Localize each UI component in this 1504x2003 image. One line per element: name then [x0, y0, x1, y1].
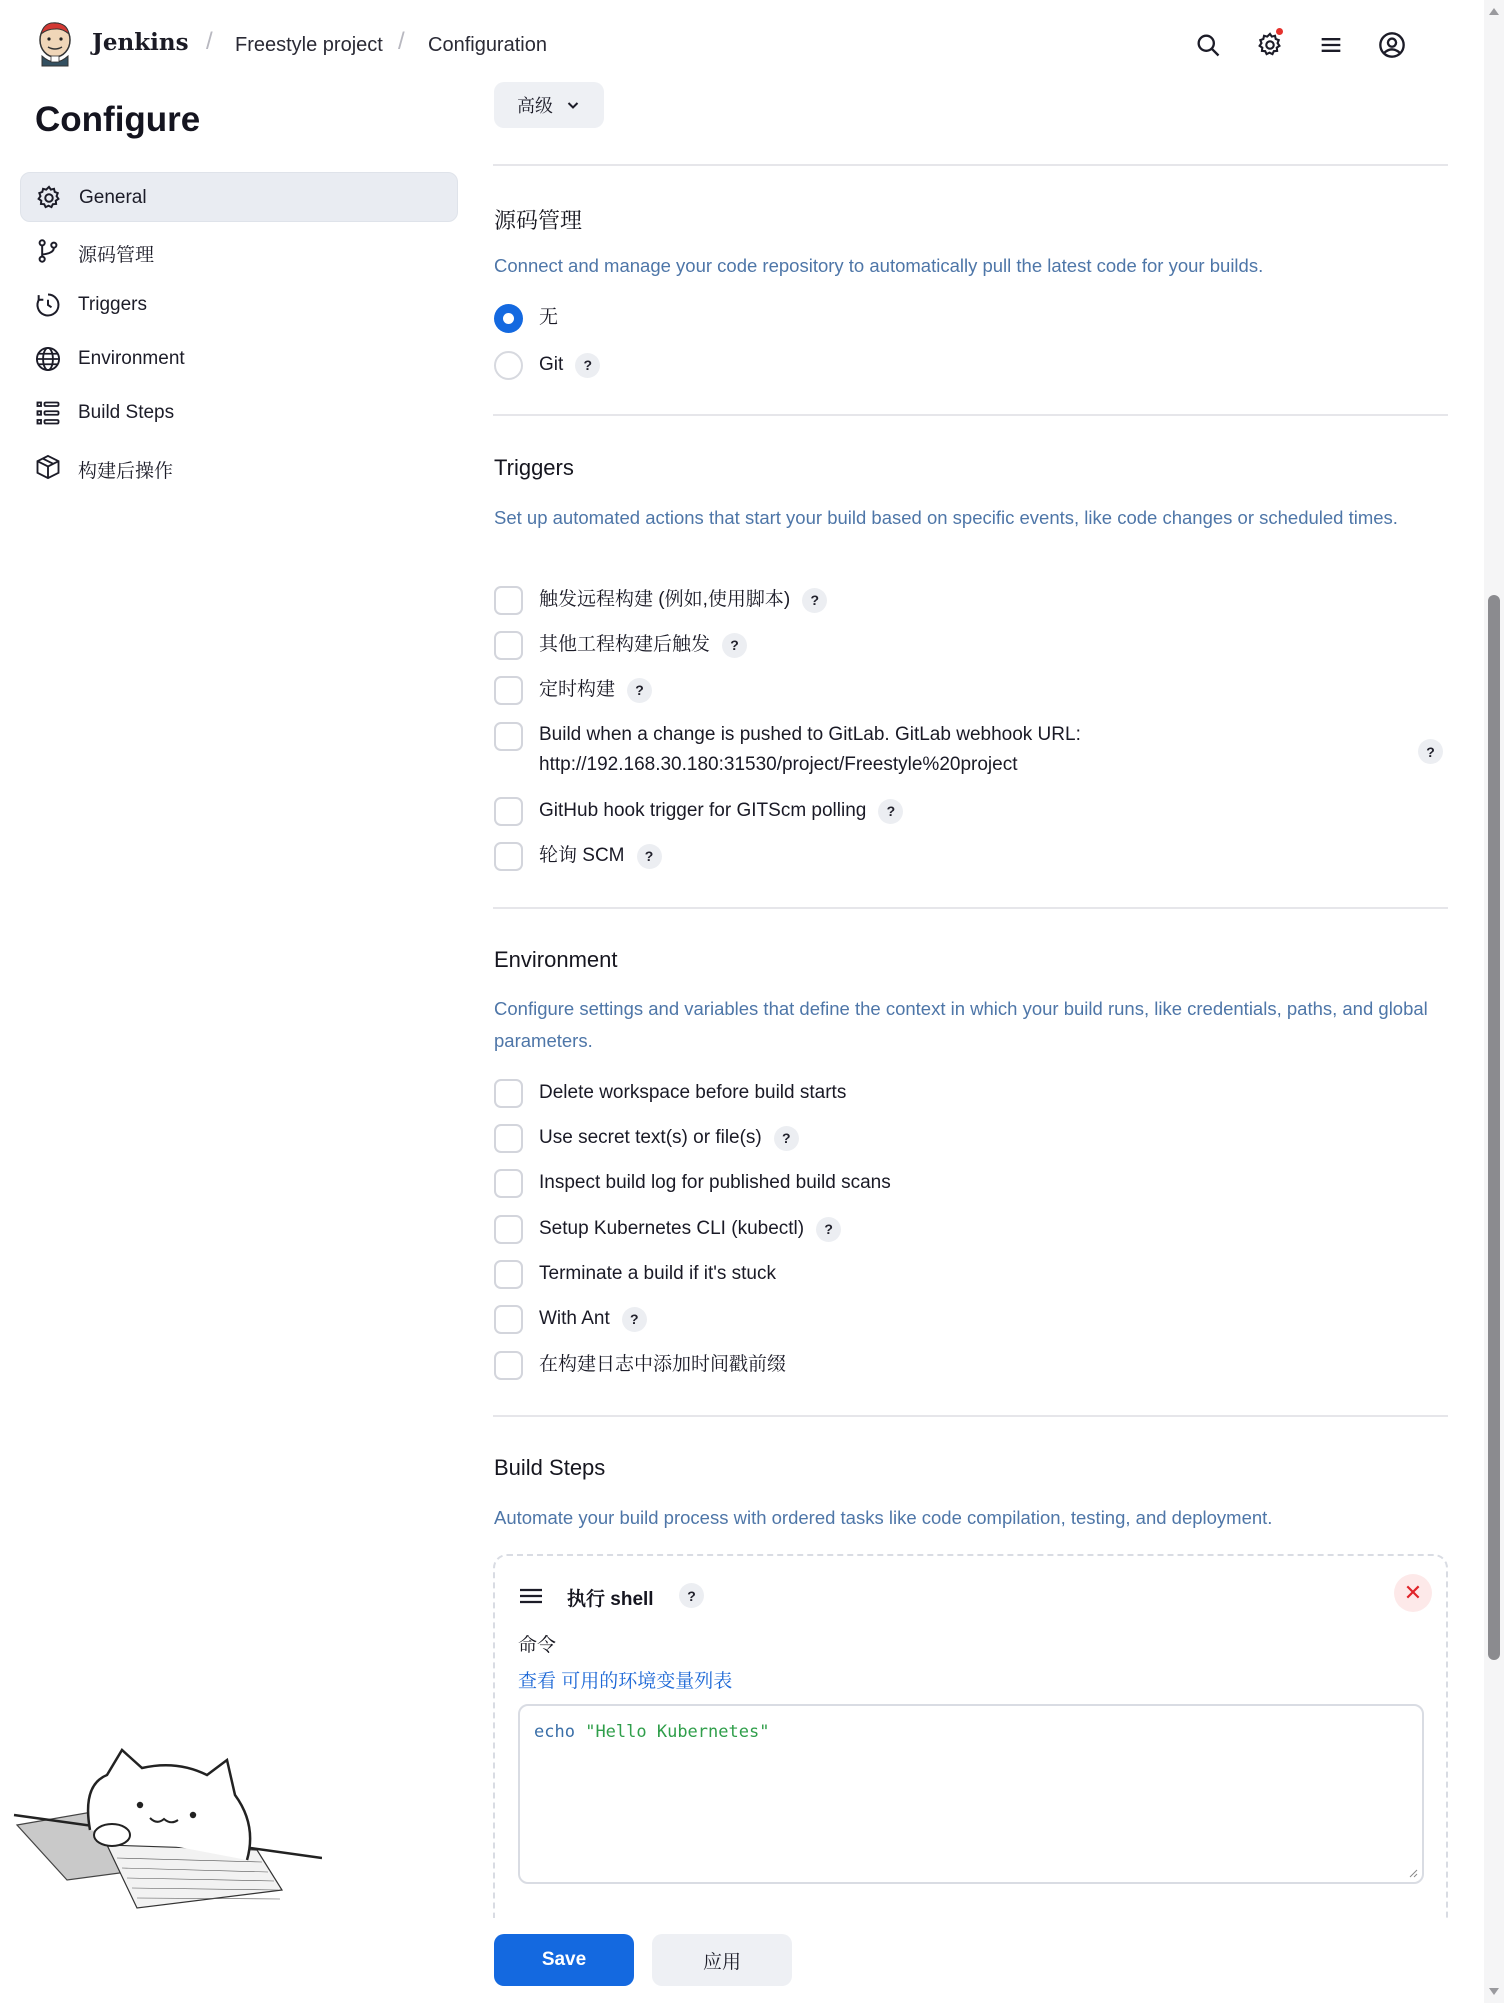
- vertical-scrollbar[interactable]: [1484, 0, 1504, 2003]
- code-keyword: echo: [534, 1722, 575, 1742]
- sidebar-item-label: Environment: [78, 348, 185, 369]
- notification-dot: [1276, 28, 1283, 35]
- build-steps-section-description: Automate your build process with ordered tasks like code compilation, testing, and deployment.: [494, 1507, 1273, 1528]
- chevron-down-icon: [565, 97, 581, 113]
- apply-button[interactable]: 应用: [652, 1934, 792, 1986]
- help-icon[interactable]: ?: [575, 353, 600, 378]
- command-code[interactable]: [534, 1722, 769, 1742]
- help-icon[interactable]: ?: [774, 1126, 799, 1151]
- checkbox[interactable]: [494, 722, 523, 751]
- triggers-section-description: Set up automated actions that start your build based on specific events, like code changes or scheduled times.: [494, 507, 1398, 528]
- option-label: Delete workspace before build starts: [539, 1082, 847, 1103]
- env-vars-link-prefix: 查看: [518, 1671, 557, 1692]
- sidebar-item-post-build[interactable]: [20, 442, 458, 492]
- triggers-section-title: Triggers: [494, 455, 574, 480]
- package-icon: [34, 453, 62, 481]
- section-divider: [493, 164, 1448, 166]
- clock-icon: [34, 291, 62, 319]
- code-string: "Hello Kubernetes": [585, 1722, 770, 1742]
- checkbox[interactable]: [494, 797, 523, 826]
- option-label: Build when a change is pushed to GitLab. GitLab webhook URL: http://192.168.30.180:31530/project/Freestyle%20project: [539, 724, 1081, 775]
- option-label: Setup Kubernetes CLI (kubectl): [539, 1218, 805, 1239]
- trigger-option-upstream[interactable]: [494, 630, 747, 660]
- checkbox[interactable]: [494, 1079, 523, 1108]
- scm-option-git[interactable]: [494, 350, 600, 380]
- breadcrumb-separator: /: [398, 28, 405, 55]
- sidebar-item-scm[interactable]: [20, 226, 458, 276]
- gear-icon: [35, 184, 63, 212]
- sidebar-item-label: Triggers: [78, 294, 147, 315]
- menu-icon[interactable]: [1314, 28, 1348, 62]
- sidebar-item-label: General: [79, 187, 147, 208]
- sidebar-item-general[interactable]: [20, 172, 458, 222]
- help-icon[interactable]: ?: [722, 633, 747, 658]
- env-vars-link[interactable]: 可用的环境变量列表: [561, 1671, 733, 1692]
- checkbox[interactable]: [494, 586, 523, 615]
- env-option-delete-workspace[interactable]: [494, 1078, 846, 1108]
- help-icon[interactable]: ?: [637, 844, 662, 869]
- sidebar-item-triggers[interactable]: [20, 280, 458, 330]
- scroll-down-arrow-icon[interactable]: [1489, 1988, 1499, 1995]
- help-icon[interactable]: ?: [622, 1307, 647, 1332]
- env-option-timestamps[interactable]: [494, 1350, 786, 1380]
- help-icon[interactable]: ?: [627, 678, 652, 703]
- section-divider: [493, 907, 1448, 909]
- environment-section-description: Configure settings and variables that define the context in which your build runs, like credentials, paths, and global parameters.: [494, 998, 1428, 1051]
- section-divider: [493, 414, 1448, 416]
- env-vars-link-row: [518, 1666, 732, 1693]
- advanced-button[interactable]: [494, 82, 604, 128]
- globe-icon: [34, 345, 62, 373]
- option-label: Inspect build log for published build scans: [539, 1172, 891, 1193]
- search-icon[interactable]: [1191, 28, 1225, 62]
- env-option-terminate-stuck[interactable]: [494, 1259, 776, 1289]
- trigger-option-poll-scm[interactable]: [494, 841, 662, 871]
- help-icon[interactable]: ?: [802, 588, 827, 613]
- sidebar-item-environment[interactable]: [20, 334, 458, 384]
- option-label: 其他工程构建后触发: [539, 634, 711, 655]
- option-label: 轮询 SCM: [539, 845, 625, 866]
- checkbox[interactable]: [494, 1305, 523, 1334]
- option-label: 在构建日志中添加时间戳前缀: [539, 1354, 787, 1375]
- checkbox[interactable]: [494, 1215, 523, 1244]
- sidebar-item-build-steps[interactable]: [20, 388, 458, 438]
- option-label: With Ant: [539, 1308, 610, 1329]
- breadcrumb-separator: /: [206, 28, 213, 55]
- checkbox[interactable]: [494, 1351, 523, 1380]
- checkbox[interactable]: [494, 1169, 523, 1198]
- checkbox[interactable]: [494, 842, 523, 871]
- radio-unselected[interactable]: [494, 351, 523, 380]
- resize-grip-icon[interactable]: [1408, 1868, 1418, 1878]
- env-option-inspect-build-log[interactable]: [494, 1168, 891, 1198]
- help-icon[interactable]: ?: [1418, 739, 1443, 764]
- option-label: 定时构建: [539, 679, 616, 700]
- section-divider: [493, 1415, 1448, 1417]
- env-option-secret-text[interactable]: [494, 1123, 799, 1153]
- checkbox[interactable]: [494, 631, 523, 660]
- trigger-option-scheduled[interactable]: [494, 675, 652, 705]
- radio-selected[interactable]: [494, 304, 523, 333]
- user-icon[interactable]: [1375, 28, 1409, 62]
- build-steps-section-title: Build Steps: [494, 1455, 606, 1480]
- delete-step-button[interactable]: ✕: [1394, 1574, 1432, 1612]
- scrollbar-thumb[interactable]: [1488, 595, 1500, 1660]
- scm-section-description: Connect and manage your code repository to automatically pull the latest code for your builds.: [494, 255, 1264, 276]
- scm-section-title: 源码管理: [494, 208, 583, 233]
- scroll-up-arrow-icon[interactable]: [1489, 8, 1499, 15]
- save-button[interactable]: Save: [494, 1934, 634, 1986]
- checkbox[interactable]: [494, 676, 523, 705]
- cat-keyboard-illustration: [12, 1730, 322, 1915]
- sidebar-item-label: Build Steps: [78, 402, 175, 423]
- build-step-card: [493, 1554, 1448, 1934]
- checkbox[interactable]: [494, 1124, 523, 1153]
- command-label: 命令: [518, 1635, 557, 1656]
- page-title: Configure: [35, 100, 201, 139]
- option-label: 无: [539, 307, 559, 328]
- gear-icon[interactable]: [1253, 28, 1287, 62]
- checkbox[interactable]: [494, 1260, 523, 1289]
- list-icon: [34, 399, 62, 427]
- sidebar-item-label: 源码管理: [78, 245, 155, 266]
- option-label: 触发远程构建 (例如,使用脚本): [539, 589, 791, 610]
- brand-name[interactable]: Jenkins: [92, 29, 189, 56]
- trigger-option-github-hook[interactable]: [494, 796, 903, 826]
- scm-option-none[interactable]: [494, 303, 558, 333]
- help-icon[interactable]: ?: [679, 1583, 704, 1608]
- trigger-option-gitlab[interactable]: [494, 720, 1449, 780]
- trigger-option-remote[interactable]: [494, 585, 827, 615]
- sidebar-item-label: 构建后操作: [78, 461, 174, 482]
- help-icon[interactable]: ?: [816, 1217, 841, 1242]
- top-header: [0, 0, 1484, 90]
- option-label: Git: [539, 354, 564, 375]
- option-label: Use secret text(s) or file(s): [539, 1127, 762, 1148]
- env-option-kubectl[interactable]: [494, 1214, 841, 1244]
- option-label: GitHub hook trigger for GITScm polling: [539, 800, 867, 821]
- advanced-label: 高级: [517, 96, 553, 116]
- environment-section-title: Environment: [494, 947, 618, 972]
- drag-handle-icon[interactable]: [519, 1586, 543, 1606]
- breadcrumb-project[interactable]: Freestyle project: [235, 34, 383, 56]
- jenkins-logo[interactable]: [34, 20, 76, 68]
- option-label: Terminate a build if it's stuck: [539, 1263, 776, 1284]
- build-step-title: 执行 shell: [567, 1589, 654, 1610]
- breadcrumb-configuration[interactable]: Configuration: [428, 34, 547, 56]
- branch-icon: [34, 237, 62, 265]
- help-icon[interactable]: ?: [878, 799, 903, 824]
- command-textarea[interactable]: [518, 1704, 1424, 1884]
- env-option-with-ant[interactable]: [494, 1304, 647, 1334]
